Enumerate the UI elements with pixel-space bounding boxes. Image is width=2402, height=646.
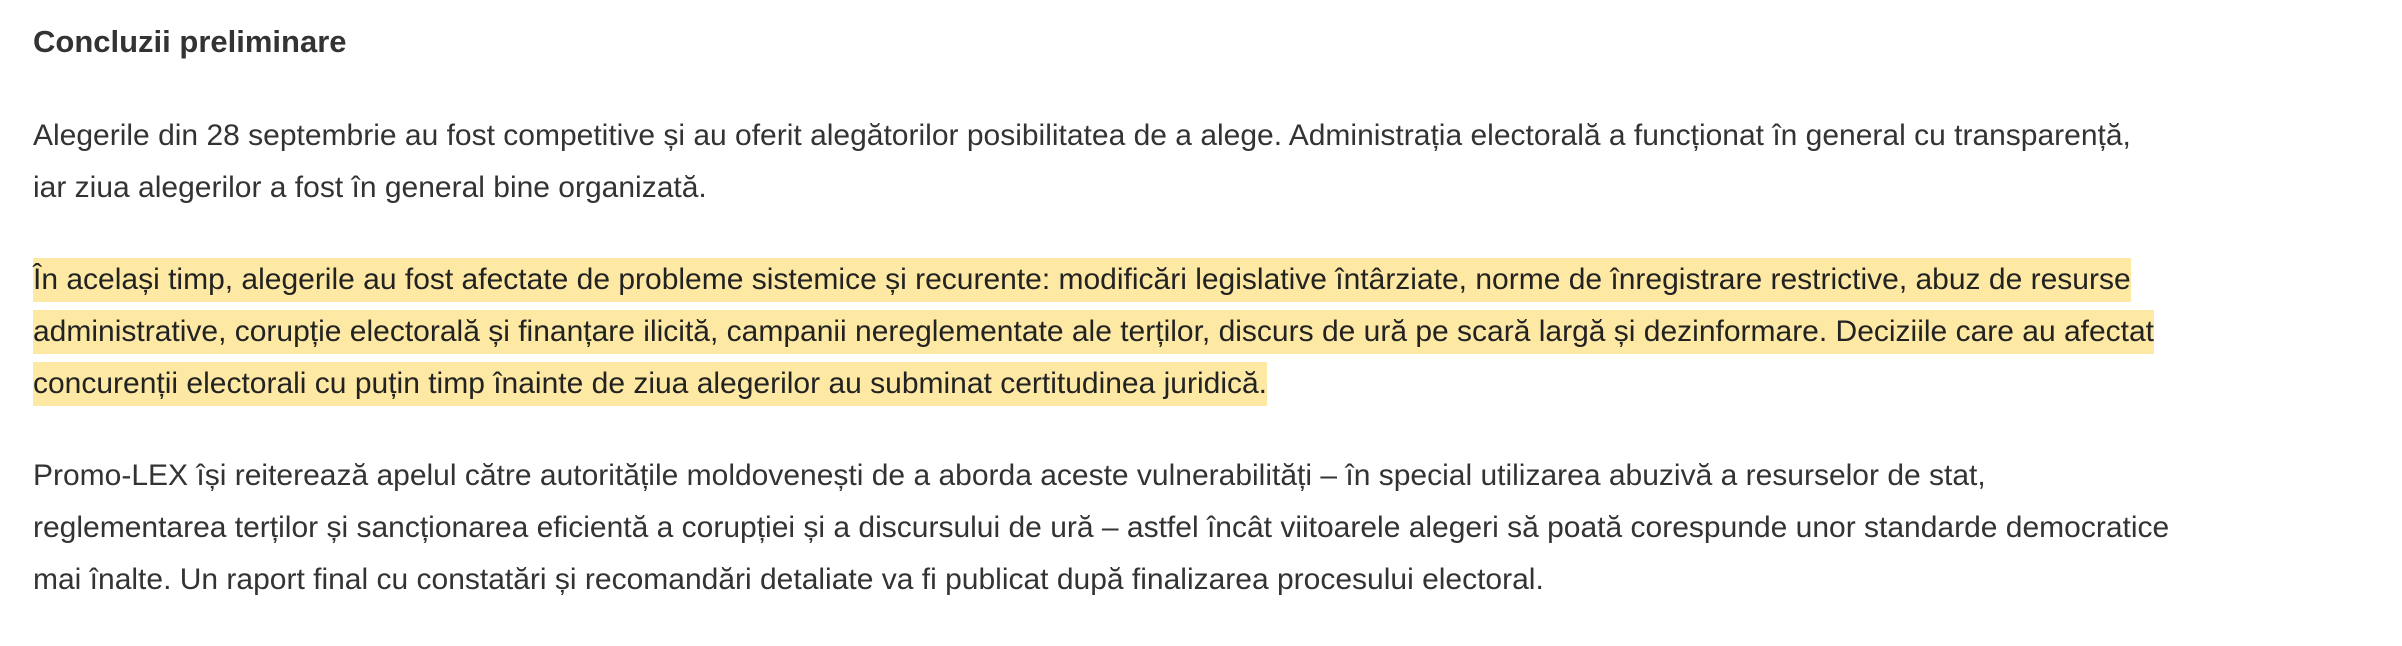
paragraph-3-line-1: Promo-LEX își reiterează apelul către autoritățile moldovenești de a aborda aceste vulnerabilități – în special utilizarea abuzivă a resurselor de stat, [33,459,1986,492]
paragraph-1 [33,110,2373,214]
paragraph-1-line-2: iar ziua alegerilor a fost în general bine organizată. [33,171,707,204]
paragraph-2-line-2 [33,306,2373,358]
paragraph-2-line-1 [33,254,2373,306]
text-highlight: administrative, corupție electorală și finanțare ilicită, campanii nereglementate ale terților, discurs de ură pe scară largă și dezinformare. Deciziile care au afectat [33,310,2154,354]
section-heading: Concluzii preliminare [33,24,347,59]
paragraph-3 [33,450,2373,606]
paragraph-1-line-1: Alegerile din 28 septembrie au fost competitive și au oferit alegătorilor posibilitatea de a alege. Administrația electorală a funcționat în general cu transparență, [33,119,2131,152]
paragraph-3-line-2: reglementarea terților și sancționarea eficientă a corupției și a discursului de ură – astfel încât viitoarele alegeri să poată corespunde unor standarde democratice [33,511,2170,544]
text-highlight: concurenții electorali cu puțin timp înainte de ziua alegerilor au subminat certitudinea juridică. [33,362,1267,406]
paragraph-3-line-3: mai înalte. Un raport final cu constatări și recomandări detaliate va fi publicat după finalizarea procesului electoral. [33,563,1544,596]
paragraph-2-highlighted [33,254,2373,410]
paragraph-2-line-3 [33,358,2373,410]
text-highlight: În același timp, alegerile au fost afectate de probleme sistemice și recurente: modificări legislative întârziate, norme de înregistrare restrictive, abuz de resurse [33,258,2131,302]
